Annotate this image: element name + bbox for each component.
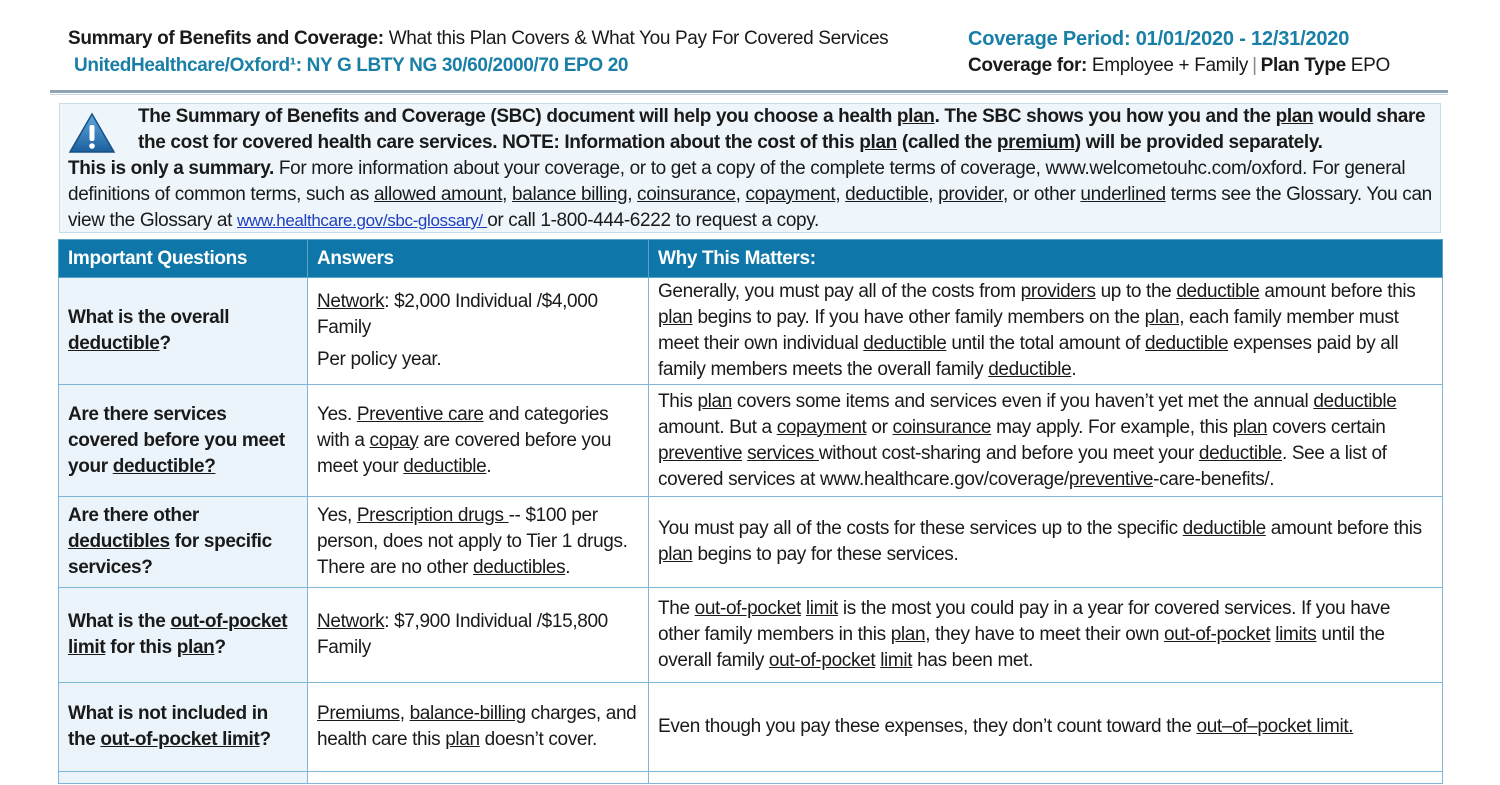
title-rest: What this Plan Covers & What You Pay For Covered Services: [388, 28, 889, 49]
header-answers: Answers: [308, 240, 649, 278]
document-title: [68, 28, 888, 50]
table-header-row: [59, 240, 1443, 278]
benefits-table: [58, 239, 1443, 784]
question-cell: Are there other deductibles for specific services?: [59, 497, 308, 588]
question-cell: Are there services covered before you meet your deductible?: [59, 385, 308, 497]
answer-cell: Yes. Preventive care and categories with a copay are covered before you meet your deductible.: [308, 385, 649, 497]
coverage-period: Coverage Period: 01/01/2020 - 12/31/2020: [968, 28, 1350, 50]
separator: |: [1252, 55, 1257, 76]
plan-name: UnitedHealthcare/Oxford¹: NY G LBTY NG 30/60/2000/70 EPO 20: [74, 55, 629, 76]
why-cell: Even though you pay these expenses, they don’t count toward the out–of–pocket limit.: [649, 683, 1443, 772]
table-row: [59, 385, 1443, 497]
notice-text: The Summary of Benefits and Coverage (SBC) document will help you choose a health plan. The SBC shows you how you and the plan would share the cost for covered health care services. NOTE: Information about the cost of this plan (called the premium) will be provided separately. This is only a summary. For more information about your coverage, or to get a copy of the complete terms of coverage, www.welcometouhc.com/oxford. For general definitions of common terms, such as allowed amount, balance billing, coinsurance, copayment, deductible, provider, or other underlined terms see the Glossary. You can view the Glossary at www.healthcare.gov/sbc-glossary/ or call 1-800-444-6222 to request a copy.: [68, 106, 1432, 231]
title-bold: Summary of Benefits and Coverage:: [68, 28, 384, 49]
header-important-questions: Important Questions: [59, 240, 308, 278]
table-row: [59, 683, 1443, 772]
header-rule-thin: [50, 94, 1448, 95]
coverage-for-value: Employee + Family: [1091, 55, 1249, 76]
table-row: [59, 588, 1443, 683]
plan-type-value: EPO: [1350, 55, 1390, 76]
table-row: [59, 278, 1443, 385]
table-row: [59, 497, 1443, 588]
question-cell: What is the out-of-pocket limit for this plan?: [59, 588, 308, 683]
why-cell: The out-of-pocket limit is the most you could pay in a year for covered services. If you have other family members in this plan, they have to meet their own out-of-pocket limits until the overall family out-of-pocket limit has been met.: [649, 588, 1443, 683]
plan-type-label: Plan Type: [1260, 55, 1346, 76]
table-row-cutoff: [59, 772, 1443, 784]
answer-cell: Network: $2,000 Individual /$4,000 Family Per policy year.: [308, 278, 649, 385]
question-cell: What is the overall deductible?: [59, 278, 308, 385]
coverage-for: [968, 55, 1390, 77]
why-cell: You must pay all of the costs for these services up to the specific deductible amount before this plan begins to pay for these services.: [649, 497, 1443, 588]
header-why-this-matters: Why This Matters:: [649, 240, 1443, 278]
coverage-for-label: Coverage for:: [968, 55, 1087, 76]
document-header: [0, 0, 1500, 100]
glossary-link[interactable]: www.healthcare.gov/sbc-glossary/: [237, 211, 488, 230]
header-rule: [50, 90, 1448, 93]
sbc-notice: [59, 103, 1441, 233]
answer-cell: Premiums, balance-billing charges, and health care this plan doesn’t cover.: [308, 683, 649, 772]
answer-cell: Yes, Prescription drugs -- $100 per person, does not apply to Tier 1 drugs. There are no other deductibles.: [308, 497, 649, 588]
why-cell: This plan covers some items and services even if you haven’t yet met the annual deductible amount. But a copayment or coinsurance may apply. For example, this plan covers certain preventive services without cost-sharing and before you meet your deductible. See a list of covered services at www.healthcare.gov/coverage/preventive-care-benefits/.: [649, 385, 1443, 497]
why-cell: Generally, you must pay all of the costs from providers up to the deductible amount before this plan begins to pay. If you have other family members on the plan, each family member must meet their own individual deductible until the total amount of deductible expenses paid by all family members meets the overall family deductible.: [649, 278, 1443, 385]
answer-cell: Network: $7,900 Individual /$15,800 Family: [308, 588, 649, 683]
question-cell: What is not included in the out-of-pocket limit?: [59, 683, 308, 772]
